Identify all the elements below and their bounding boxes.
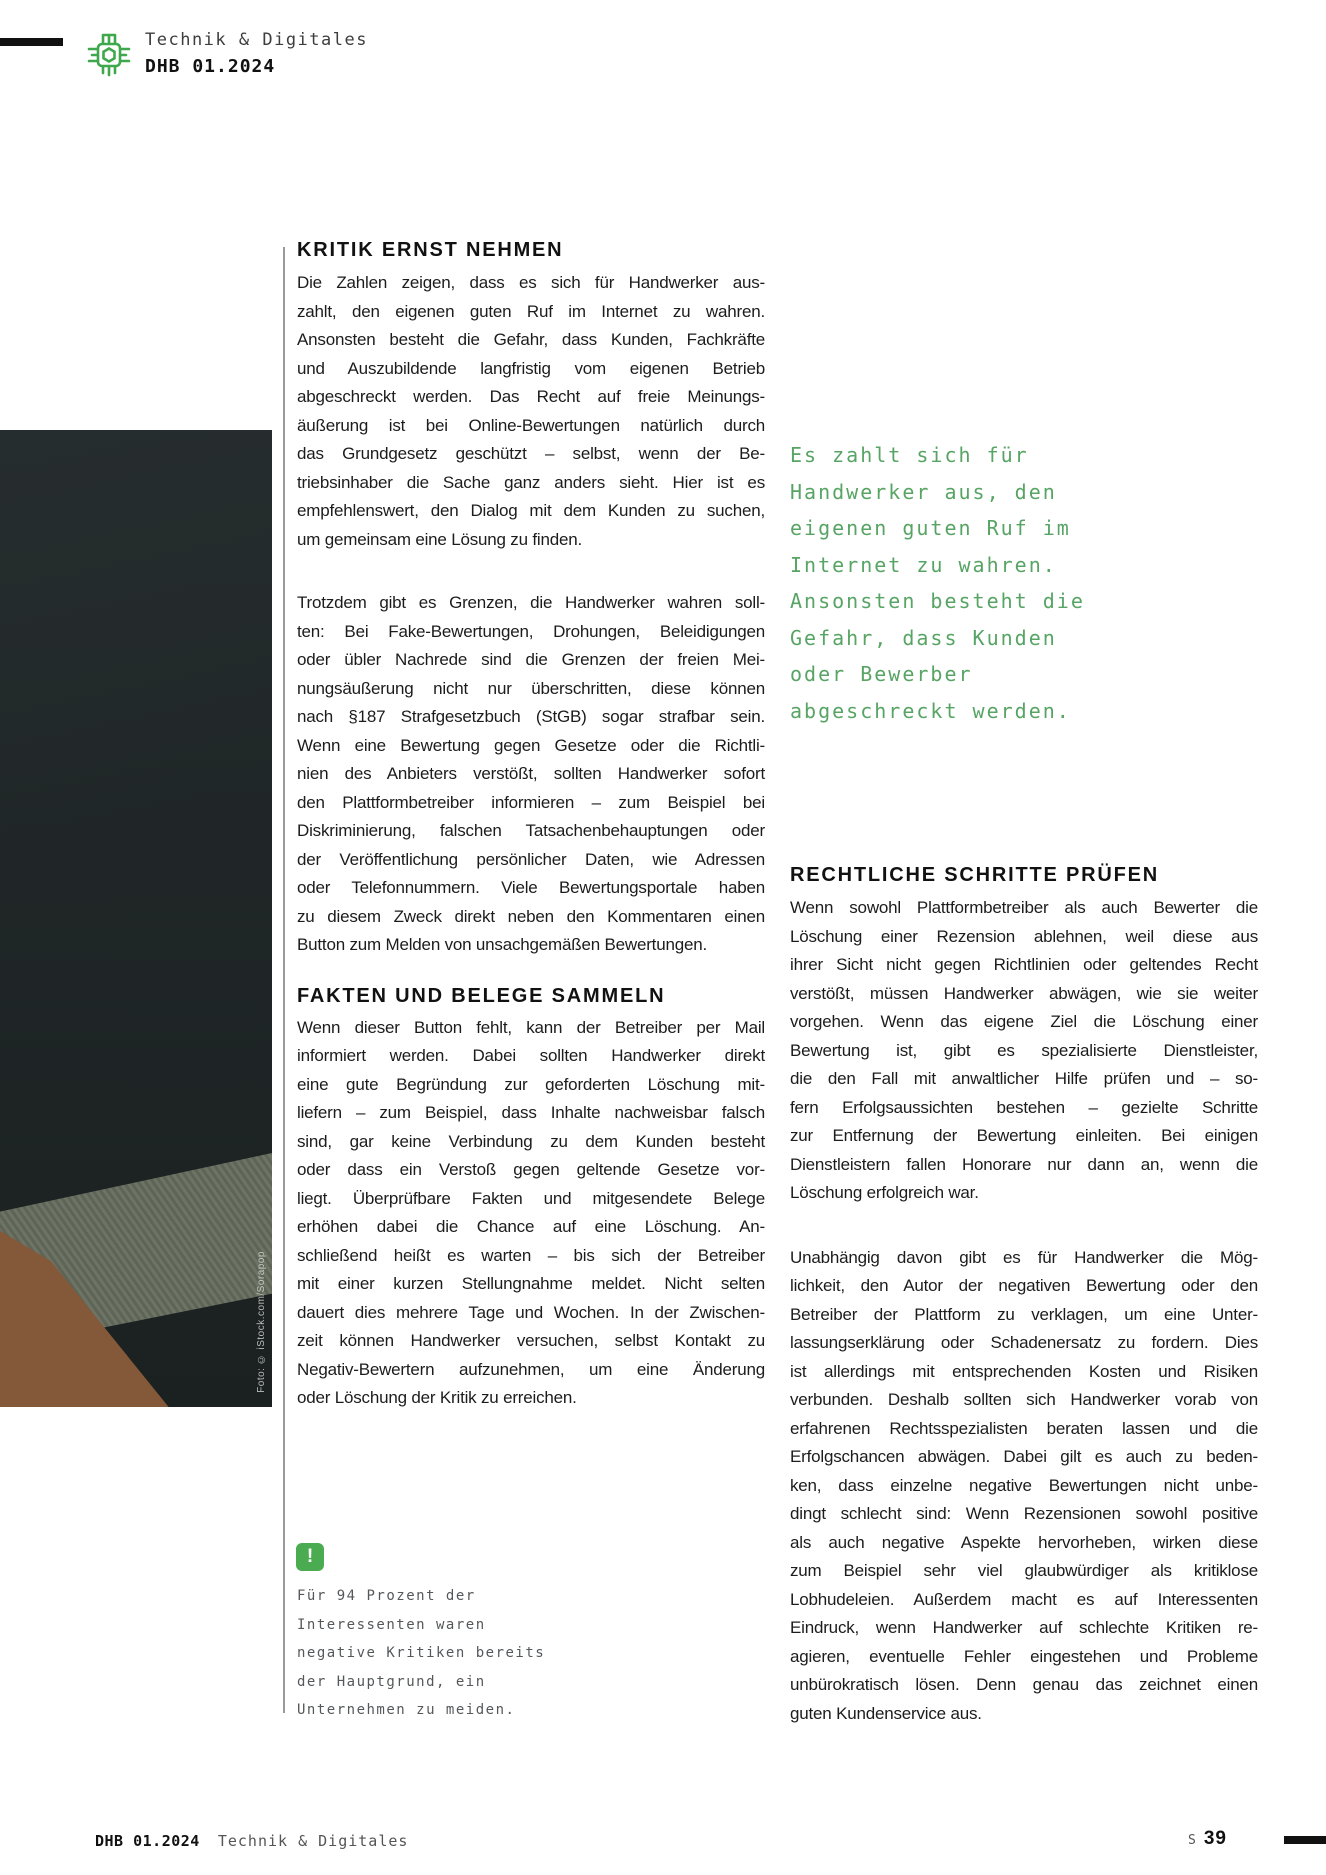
page-number: 39 xyxy=(1203,1828,1227,1849)
paragraph: Trotzdem gibt es Grenzen, die Handwerker wahren soll- ten: Bei Fake-Bewertungen, Drohungen, Beleidigungen oder übler Nachrede sind die Grenzen der freien Mei- nungsäußerung nicht nur überschritten, diese können nach §187 Strafgesetzbuch (StGB) sogar strafbar sein. Wenn eine Bewertung gegen Gesetze oder die Richtli- nien des Anbieters verstößt, sollten Handwerker sofort den Plattformbetreiber informieren – zum Beispiel bei Diskriminierung, falschen Tatsachenbehauptungen oder der Veröffentlichung persönlicher Daten, wie Adressen oder Telefonnummern. Viele Bewertungsportale haben zu diesem Zweck direkt neben den Kommentaren einen Button zum Melden von unsachgemäßen Bewertungen. xyxy=(297,593,765,954)
bottom-right-bar xyxy=(1284,1836,1326,1844)
arm-photo xyxy=(0,430,272,1407)
page-prefix: S xyxy=(1188,1833,1196,1848)
paragraph: Wenn dieser Button fehlt, kann der Betreiber per Mail informiert werden. Dabei sollten Handwerker direkt eine gute Begründung zur geforderten Löschung mit- liefern – zum Beispiel, dass Inhalte nachweisbar falsch sind, gar keine Verbindung zu dem Kunden besteht oder dass ein Verstoß gegen geltende Gesetze vor- liegt. Überprüfbare Fakten und mitgesendete Belege erhöhen dabei die Chance auf eine Löschung. An- schließend heißt es warten – bis sich der Betreiber mit einer kurzen Stellungnahme meldet. Nicht selten dauert dies mehrere Tage und Wochen. In der Zwischen- zeit können Handwerker versuchen, selbst Kontakt zu Negativ-Bewertern aufzunehmen, um eine Änderung oder Löschung der Kritik zu erreichen. xyxy=(297,1017,765,1407)
heading-rechtliche-schritte: RECHTLICHE SCHRITTE PRÜFEN xyxy=(790,864,1160,886)
pull-quote: Es zahlt sich für Handwerker aus, den eigenen guten Ruf im Internet zu wahren. Ansonsten besteht die Gefahr, dass Kunden oder Bewerber abgeschreckt werden. xyxy=(790,443,1085,723)
exclamation-icon: ! xyxy=(296,1543,324,1571)
paragraph: Unabhängig davon gibt es für Handwerker die Mög- lichkeit, den Autor der negativen Bewertung oder den Betreiber der Plattform zu verklagen, um eine Unter- lassungserklärung oder Schadenersatz zu fordern. Dies ist allerdings mit entsprechenden Kosten und Risiken verbunden. Deshalb sollten sich Handwerker vorab von erfahrenen Rechtsspezialisten beraten lassen und die Erfolgschancen abwägen. Dabei gilt es auch zu beden- ken, dass einzelne negative Bewertungen nicht unbe- dingt schlecht sind: Wenn Rezensionen sowohl positive als auch negative Aspekte hervorheben, wirken diese zum Beispiel sehr viel glaubwürdiger als kritiklose Lobhudeleien. Außerdem macht es auf Interessenten Eindruck, wenn Handwerker auf schlechte Kritiken re- agieren, eventuelle Fehler eingestehen und Probleme unbürokratisch lösen. Denn genau das zeichnet einen guten Kundenservice aus. xyxy=(790,1247,1258,1723)
article-column-left xyxy=(297,238,765,1413)
top-left-bar xyxy=(0,38,63,46)
paragraph: Die Zahlen zeigen, dass es sich für Handwerker aus- zahlt, den eigenen guten Ruf im Internet zu wahren. Ansonsten besteht die Gefahr, dass Kunden, Fachkräfte und Auszubildende langfristig vom eigenen Betrieb abgeschreckt werden. Das Recht auf freie Meinungs- äußerung ist bei Online-Bewertungen natürlich durch das Grundgesetz geschützt – selbst, wenn der Be- triebsinhaber die Sache ganz anders sieht. Hier ist es empfehlenswert, den Dialog mit dem Kunden zu suchen, um gemeinsam eine Lösung zu finden. xyxy=(297,273,765,549)
article-column-right xyxy=(790,863,1258,1728)
paragraph: Wenn sowohl Plattformbetreiber als auch Bewerter die Löschung einer Rezension ablehnen, weil diese aus ihrer Sicht nicht gegen Richtlinien oder geltendes Recht verstößt, müssen Handwerker abwägen, wie sie weiter vorgehen. Wenn das eigene Ziel die Löschung einer Bewertung ist, gibt es spezialisierte Dienstleister, die den Fall mit anwaltlicher Hilfe prüfen und – so- fern Erfolgsaussichten bestehen – gezielte Schritte zur Entfernung der Bewertung einleiten. Bei einigen Dienstleistern fallen Honorare nur dann an, wenn die Löschung erfolgreich war. xyxy=(790,898,1258,1202)
photo-credit: Foto: © iStock.com/Sorapop xyxy=(256,1251,267,1393)
heading-fakten-und-belege: FAKTEN UND BELEGE SAMMELN xyxy=(297,984,666,1007)
footer-page-number xyxy=(1188,1828,1227,1850)
chip-icon xyxy=(85,29,133,81)
footer-left xyxy=(95,1832,408,1850)
column-rule xyxy=(283,247,285,1713)
header-issue-label: DHB 01.2024 xyxy=(145,56,276,77)
footer-issue: DHB 01.2024 xyxy=(95,1832,200,1850)
heading-kritik-ernst-nehmen: KRITIK ERNST NEHMEN xyxy=(297,239,564,261)
header-section-label: Technik & Digitales xyxy=(145,30,368,50)
callout-text: Für 94 Prozent der Interessenten waren negative Kritiken bereits der Hauptgrund, ein Unternehmen zu meiden. xyxy=(297,1588,546,1718)
footer-section: Technik & Digitales xyxy=(217,1832,409,1850)
